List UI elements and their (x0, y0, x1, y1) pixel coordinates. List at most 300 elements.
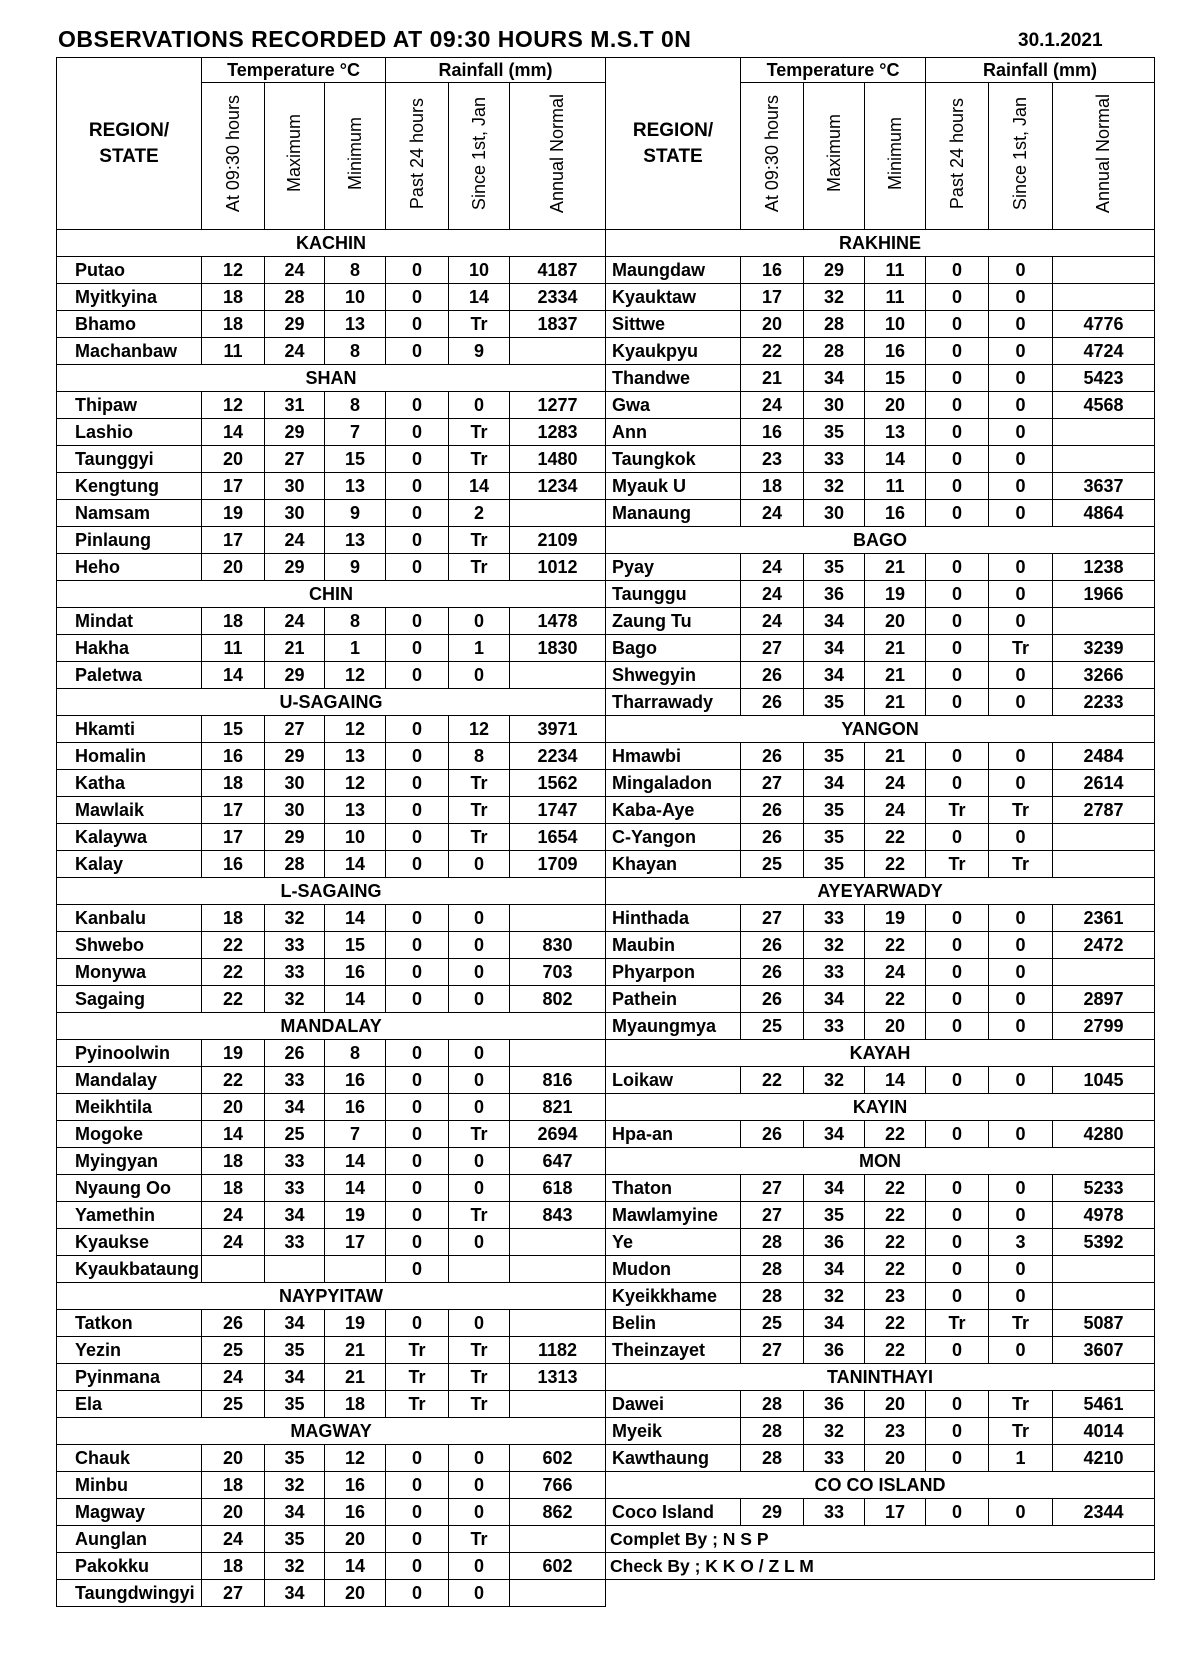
temp-maximum: 35 (804, 419, 865, 446)
region-row (606, 878, 1155, 905)
temp-minimum: 10 (865, 311, 926, 338)
temp-minimum: 20 (865, 608, 926, 635)
temp-maximum: 34 (265, 1364, 325, 1391)
temp-at-0930: 26 (741, 662, 804, 689)
rain-past-24h: 0 (926, 581, 989, 608)
temp-maximum: 36 (804, 1391, 865, 1418)
temp-at-0930: 27 (202, 1580, 265, 1607)
rain-annual-normal: 3971 (510, 716, 606, 743)
temp-minimum: 14 (325, 986, 386, 1013)
station-name: Taunggu (606, 581, 741, 608)
temp-at-0930: 20 (202, 1094, 265, 1121)
station-name: Kyauktaw (606, 284, 741, 311)
temp-minimum: 11 (865, 257, 926, 284)
region-heading: SHAN (57, 365, 606, 392)
temp-minimum: 24 (865, 959, 926, 986)
temp-maximum: 30 (804, 500, 865, 527)
station-name: Hinthada (606, 905, 741, 932)
temp-minimum: 19 (865, 905, 926, 932)
rain-annual-normal: 2787 (1053, 797, 1155, 824)
temp-minimum: 21 (325, 1364, 386, 1391)
station-row (57, 1445, 606, 1472)
temp-maximum: 21 (265, 635, 325, 662)
region-heading: MAGWAY (57, 1418, 606, 1445)
rain-annual-normal: 1478 (510, 608, 606, 635)
temp-maximum: 34 (804, 662, 865, 689)
rain-since-jan: 0 (449, 1148, 510, 1175)
note-row (606, 1553, 1155, 1580)
rain-since-jan: Tr (449, 311, 510, 338)
rain-annual-normal: 766 (510, 1472, 606, 1499)
temp-maximum: 28 (804, 338, 865, 365)
rain-annual-normal: 2472 (1053, 932, 1155, 959)
temp-maximum: 35 (804, 797, 865, 824)
rain-since-jan: 0 (449, 662, 510, 689)
station-name: Pyay (606, 554, 741, 581)
temp-minimum: 7 (325, 419, 386, 446)
station-row (57, 986, 606, 1013)
rain-since-jan: 0 (449, 851, 510, 878)
note-row (606, 1526, 1155, 1553)
rain-annual-normal: 1283 (510, 419, 606, 446)
temp-minimum: 13 (325, 797, 386, 824)
station-row (606, 1391, 1155, 1418)
station-name: Namsam (57, 500, 202, 527)
rain-annual-normal: 4978 (1053, 1202, 1155, 1229)
temp-minimum: 23 (865, 1283, 926, 1310)
rain-since-jan: 0 (989, 284, 1053, 311)
station-row (606, 662, 1155, 689)
station-row (606, 1310, 1155, 1337)
station-name: Bhamo (57, 311, 202, 338)
temp-maximum: 33 (265, 959, 325, 986)
rain-annual-normal (510, 1526, 606, 1553)
station-row (606, 1121, 1155, 1148)
region-heading: AYEYARWADY (606, 878, 1155, 905)
rain-past-24h: 0 (386, 743, 449, 770)
rain-since-jan: 0 (989, 770, 1053, 797)
station-name: Taungkok (606, 446, 741, 473)
rain-annual-normal: 1654 (510, 824, 606, 851)
station-name: Theinzayet (606, 1337, 741, 1364)
rain-since-jan: Tr (449, 824, 510, 851)
rain-since-jan: 0 (989, 419, 1053, 446)
station-name: Taungdwingyi (57, 1580, 202, 1607)
temp-maximum: 35 (804, 1202, 865, 1229)
rain-annual-normal: 1238 (1053, 554, 1155, 581)
temp-at-0930: 18 (202, 1148, 265, 1175)
temp-at-0930: 24 (741, 581, 804, 608)
station-row (57, 473, 606, 500)
rain-past-24h: 0 (386, 446, 449, 473)
temp-minimum: 8 (325, 1040, 386, 1067)
temp-minimum: 20 (865, 1445, 926, 1472)
station-row (606, 1013, 1155, 1040)
rain-annual-normal: 4014 (1053, 1418, 1155, 1445)
rain-annual-normal (1053, 257, 1155, 284)
station-name: Mawlamyine (606, 1202, 741, 1229)
station-name: Coco Island (606, 1499, 741, 1526)
temp-minimum: 19 (865, 581, 926, 608)
temp-minimum: 23 (865, 1418, 926, 1445)
station-row (57, 1526, 606, 1553)
rain-since-jan: 0 (989, 743, 1053, 770)
temp-maximum: 30 (265, 797, 325, 824)
rain-past-24h: 0 (386, 635, 449, 662)
header-group-row (606, 58, 1155, 83)
temp-maximum: 33 (804, 959, 865, 986)
rain-annual-normal: 5233 (1053, 1175, 1155, 1202)
station-name: Ann (606, 419, 741, 446)
rain-since-jan: 0 (989, 473, 1053, 500)
rain-past-24h: 0 (926, 1283, 989, 1310)
rain-since-jan: 0 (989, 932, 1053, 959)
temp-minimum: 9 (325, 554, 386, 581)
station-row (57, 284, 606, 311)
header-group-row (57, 58, 606, 83)
rain-past-24h: 0 (386, 1121, 449, 1148)
temp-maximum: 31 (265, 392, 325, 419)
rain-annual-normal: 5087 (1053, 1310, 1155, 1337)
temp-minimum: 14 (325, 905, 386, 932)
temp-minimum: 10 (325, 284, 386, 311)
temp-minimum: 12 (325, 770, 386, 797)
temp-minimum: 22 (865, 1256, 926, 1283)
temp-minimum: 20 (865, 1391, 926, 1418)
station-name: Mindat (57, 608, 202, 635)
rain-past-24h: 0 (926, 932, 989, 959)
rain-since-jan: 0 (449, 1445, 510, 1472)
rain-since-jan: 0 (449, 392, 510, 419)
temp-at-0930: 21 (741, 365, 804, 392)
rain-since-jan: 0 (449, 959, 510, 986)
station-name: Hpa-an (606, 1121, 741, 1148)
temp-maximum: 32 (265, 1553, 325, 1580)
temp-at-0930: 11 (202, 635, 265, 662)
rain-past-24h: 0 (386, 1580, 449, 1607)
station-name: Myitkyina (57, 284, 202, 311)
right-half-table (605, 57, 1154, 1629)
region-row (57, 878, 606, 905)
station-name: Hkamti (57, 716, 202, 743)
temp-minimum: 9 (325, 500, 386, 527)
rain-annual-normal (510, 1256, 606, 1283)
station-row (606, 284, 1155, 311)
column-header-label: Annual Normal (547, 93, 568, 214)
rain-since-jan: Tr (449, 1526, 510, 1553)
station-row (57, 932, 606, 959)
station-row (57, 1121, 606, 1148)
temp-maximum: 34 (265, 1094, 325, 1121)
rain-past-24h: 0 (386, 1553, 449, 1580)
temp-at-0930: 29 (741, 1499, 804, 1526)
rain-past-24h: 0 (926, 1256, 989, 1283)
rain-annual-normal: 5423 (1053, 365, 1155, 392)
temp-at-0930: 18 (202, 770, 265, 797)
rain-annual-normal: 3607 (1053, 1337, 1155, 1364)
temp-at-0930: 23 (741, 446, 804, 473)
temp-minimum: 14 (865, 1067, 926, 1094)
rain-past-24h: 0 (386, 311, 449, 338)
rain-annual-normal (1053, 1283, 1155, 1310)
rain-since-jan: 0 (989, 1202, 1053, 1229)
station-row (606, 1202, 1155, 1229)
temp-maximum: 34 (804, 608, 865, 635)
temp-maximum: 34 (265, 1202, 325, 1229)
temp-at-0930: 20 (202, 554, 265, 581)
rain-past-24h: 0 (386, 1445, 449, 1472)
rain-past-24h: 0 (386, 338, 449, 365)
station-name: Kanbalu (57, 905, 202, 932)
rain-since-jan: Tr (449, 1391, 510, 1418)
rain-annual-normal: 2233 (1053, 689, 1155, 716)
rain-past-24h: 0 (386, 1472, 449, 1499)
rain-past-24h: 0 (386, 1202, 449, 1229)
temp-minimum: 21 (865, 554, 926, 581)
temp-maximum: 35 (265, 1526, 325, 1553)
temp-maximum: 35 (265, 1445, 325, 1472)
station-row (606, 797, 1155, 824)
temp-at-0930: 20 (741, 311, 804, 338)
station-name: Taunggyi (57, 446, 202, 473)
temp-maximum: 29 (804, 257, 865, 284)
station-name: Kyeikkhame (606, 1283, 741, 1310)
temp-maximum: 34 (804, 770, 865, 797)
temp-at-0930: 28 (741, 1391, 804, 1418)
station-name: Lashio (57, 419, 202, 446)
temp-maximum: 33 (804, 1445, 865, 1472)
region-heading: RAKHINE (606, 230, 1155, 257)
temp-maximum: 34 (804, 1175, 865, 1202)
station-row (606, 365, 1155, 392)
temp-maximum: 29 (265, 554, 325, 581)
rain-since-jan: Tr (449, 1364, 510, 1391)
temp-minimum: 12 (325, 716, 386, 743)
station-name: Thaton (606, 1175, 741, 1202)
rain-since-jan: 3 (989, 1229, 1053, 1256)
station-row (57, 419, 606, 446)
rainfall-group-header: Rainfall (mm) (386, 58, 606, 83)
station-name: Phyarpon (606, 959, 741, 986)
rain-past-24h: 0 (926, 1229, 989, 1256)
rain-past-24h: 0 (926, 500, 989, 527)
rain-since-jan: 0 (449, 905, 510, 932)
rain-since-jan: 0 (989, 986, 1053, 1013)
rain-annual-normal: 2694 (510, 1121, 606, 1148)
rain-since-jan: 0 (989, 257, 1053, 284)
temp-maximum: 33 (265, 1067, 325, 1094)
rain-past-24h: 0 (386, 1310, 449, 1337)
station-name: Shwebo (57, 932, 202, 959)
rain-since-jan: Tr (449, 446, 510, 473)
temp-maximum: 27 (265, 446, 325, 473)
station-name: Heho (57, 554, 202, 581)
region-row (57, 230, 606, 257)
station-row (606, 824, 1155, 851)
temp-at-0930: 18 (202, 311, 265, 338)
rain-since-jan: 0 (989, 1256, 1053, 1283)
temp-minimum: 20 (325, 1526, 386, 1553)
rain-past-24h: 0 (926, 905, 989, 932)
station-name: Paletwa (57, 662, 202, 689)
station-row (57, 527, 606, 554)
station-row (606, 581, 1155, 608)
temp-minimum: 19 (325, 1202, 386, 1229)
station-row (57, 1472, 606, 1499)
station-name: Hakha (57, 635, 202, 662)
station-row (57, 1499, 606, 1526)
station-name: Yezin (57, 1337, 202, 1364)
rain-past-24h: 0 (386, 959, 449, 986)
temp-minimum: 12 (325, 662, 386, 689)
temp-at-0930: 28 (741, 1418, 804, 1445)
station-row (606, 311, 1155, 338)
temp-at-0930: 25 (202, 1337, 265, 1364)
rain-since-jan: 0 (449, 1067, 510, 1094)
rain-past-24h: 0 (926, 284, 989, 311)
rain-since-jan: 0 (989, 554, 1053, 581)
rain-since-jan: 0 (989, 500, 1053, 527)
rain-annual-normal: 703 (510, 959, 606, 986)
station-name: Manaung (606, 500, 741, 527)
temp-minimum: 14 (865, 446, 926, 473)
temp-minimum: 22 (865, 1310, 926, 1337)
signoff-note: Check By ; K K O / Z L M (606, 1553, 1155, 1580)
temp-at-0930: 16 (741, 257, 804, 284)
temp-at-0930: 25 (202, 1391, 265, 1418)
temp-maximum: 30 (265, 770, 325, 797)
rain-past-24h: 0 (386, 419, 449, 446)
station-row (57, 311, 606, 338)
temp-minimum: 21 (865, 635, 926, 662)
temp-at-0930: 27 (741, 905, 804, 932)
rain-since-jan: 0 (449, 1580, 510, 1607)
temp-at-0930: 22 (202, 1067, 265, 1094)
rain-annual-normal: 2234 (510, 743, 606, 770)
rain-past-24h: 0 (926, 1013, 989, 1040)
station-name: Meikhtila (57, 1094, 202, 1121)
temp-at-0930: 22 (202, 932, 265, 959)
rain-since-jan: 0 (449, 986, 510, 1013)
rain-past-24h: 0 (386, 1067, 449, 1094)
column-header-annual-normal (1053, 83, 1155, 230)
rain-since-jan: 0 (449, 1229, 510, 1256)
station-name: Magway (57, 1499, 202, 1526)
temp-maximum: 35 (265, 1391, 325, 1418)
column-header-at-09-30-hours (741, 83, 804, 230)
station-row (57, 959, 606, 986)
temp-at-0930: 18 (202, 1553, 265, 1580)
temp-at-0930: 27 (741, 1337, 804, 1364)
station-row (606, 392, 1155, 419)
station-name: Mudon (606, 1256, 741, 1283)
temp-at-0930: 27 (741, 635, 804, 662)
temp-minimum: 8 (325, 392, 386, 419)
rain-annual-normal (1053, 851, 1155, 878)
column-header-label: Maximum (284, 114, 304, 193)
temp-at-0930: 18 (741, 473, 804, 500)
temp-minimum: 20 (325, 1580, 386, 1607)
region-row (57, 1283, 606, 1310)
station-name: Sagaing (57, 986, 202, 1013)
temperature-group-header: Temperature °C (741, 58, 926, 83)
rain-since-jan: 0 (989, 608, 1053, 635)
rain-annual-normal: 802 (510, 986, 606, 1013)
temp-maximum: 35 (804, 743, 865, 770)
rain-since-jan: 1 (449, 635, 510, 662)
temp-at-0930: 15 (202, 716, 265, 743)
region-row (57, 1013, 606, 1040)
temp-at-0930: 14 (202, 662, 265, 689)
rain-past-24h: Tr (926, 1310, 989, 1337)
temp-at-0930: 25 (741, 1310, 804, 1337)
region-row (57, 689, 606, 716)
station-row (57, 770, 606, 797)
right-observation-table (605, 57, 1155, 1580)
rain-since-jan: 0 (989, 1013, 1053, 1040)
temp-maximum: 29 (265, 743, 325, 770)
rain-since-jan (449, 1256, 510, 1283)
rain-past-24h: 0 (926, 473, 989, 500)
temp-maximum: 34 (265, 1499, 325, 1526)
temp-maximum: 28 (265, 851, 325, 878)
station-name: Loikaw (606, 1067, 741, 1094)
temp-minimum: 22 (865, 1121, 926, 1148)
station-name: Kawthaung (606, 1445, 741, 1472)
region-row (606, 1364, 1155, 1391)
rain-annual-normal: 816 (510, 1067, 606, 1094)
rain-annual-normal: 2484 (1053, 743, 1155, 770)
station-row (606, 500, 1155, 527)
temp-maximum: 32 (804, 1067, 865, 1094)
temp-at-0930: 14 (202, 1121, 265, 1148)
temp-maximum: 30 (804, 392, 865, 419)
temp-at-0930: 27 (741, 1202, 804, 1229)
temp-maximum: 34 (804, 635, 865, 662)
rain-past-24h: 0 (386, 905, 449, 932)
rain-since-jan: Tr (449, 1337, 510, 1364)
rain-past-24h: 0 (926, 257, 989, 284)
rain-since-jan: 0 (989, 1337, 1053, 1364)
temp-minimum: 13 (865, 419, 926, 446)
rain-annual-normal (1053, 446, 1155, 473)
station-row (606, 473, 1155, 500)
rain-past-24h: 0 (386, 1256, 449, 1283)
rain-past-24h: 0 (926, 689, 989, 716)
temp-maximum: 35 (804, 851, 865, 878)
station-row (57, 1148, 606, 1175)
rain-annual-normal (1053, 1256, 1155, 1283)
rain-past-24h: 0 (926, 1499, 989, 1526)
rain-past-24h: 0 (386, 284, 449, 311)
column-header-label: Annual Normal (1093, 93, 1114, 214)
rain-since-jan: Tr (989, 1418, 1053, 1445)
temp-at-0930: 17 (741, 284, 804, 311)
rain-annual-normal: 4210 (1053, 1445, 1155, 1472)
temp-maximum: 34 (265, 1580, 325, 1607)
rain-since-jan: 0 (989, 1283, 1053, 1310)
column-header-maximum (804, 83, 865, 230)
temp-at-0930: 26 (741, 743, 804, 770)
rain-annual-normal: 4776 (1053, 311, 1155, 338)
station-name: Mingaladon (606, 770, 741, 797)
temp-maximum: 32 (265, 986, 325, 1013)
temp-minimum: 21 (865, 689, 926, 716)
temp-at-0930: 24 (202, 1526, 265, 1553)
region-row (606, 1094, 1155, 1121)
station-row (606, 1067, 1155, 1094)
column-header-label: Since 1st, Jan (1010, 96, 1031, 211)
